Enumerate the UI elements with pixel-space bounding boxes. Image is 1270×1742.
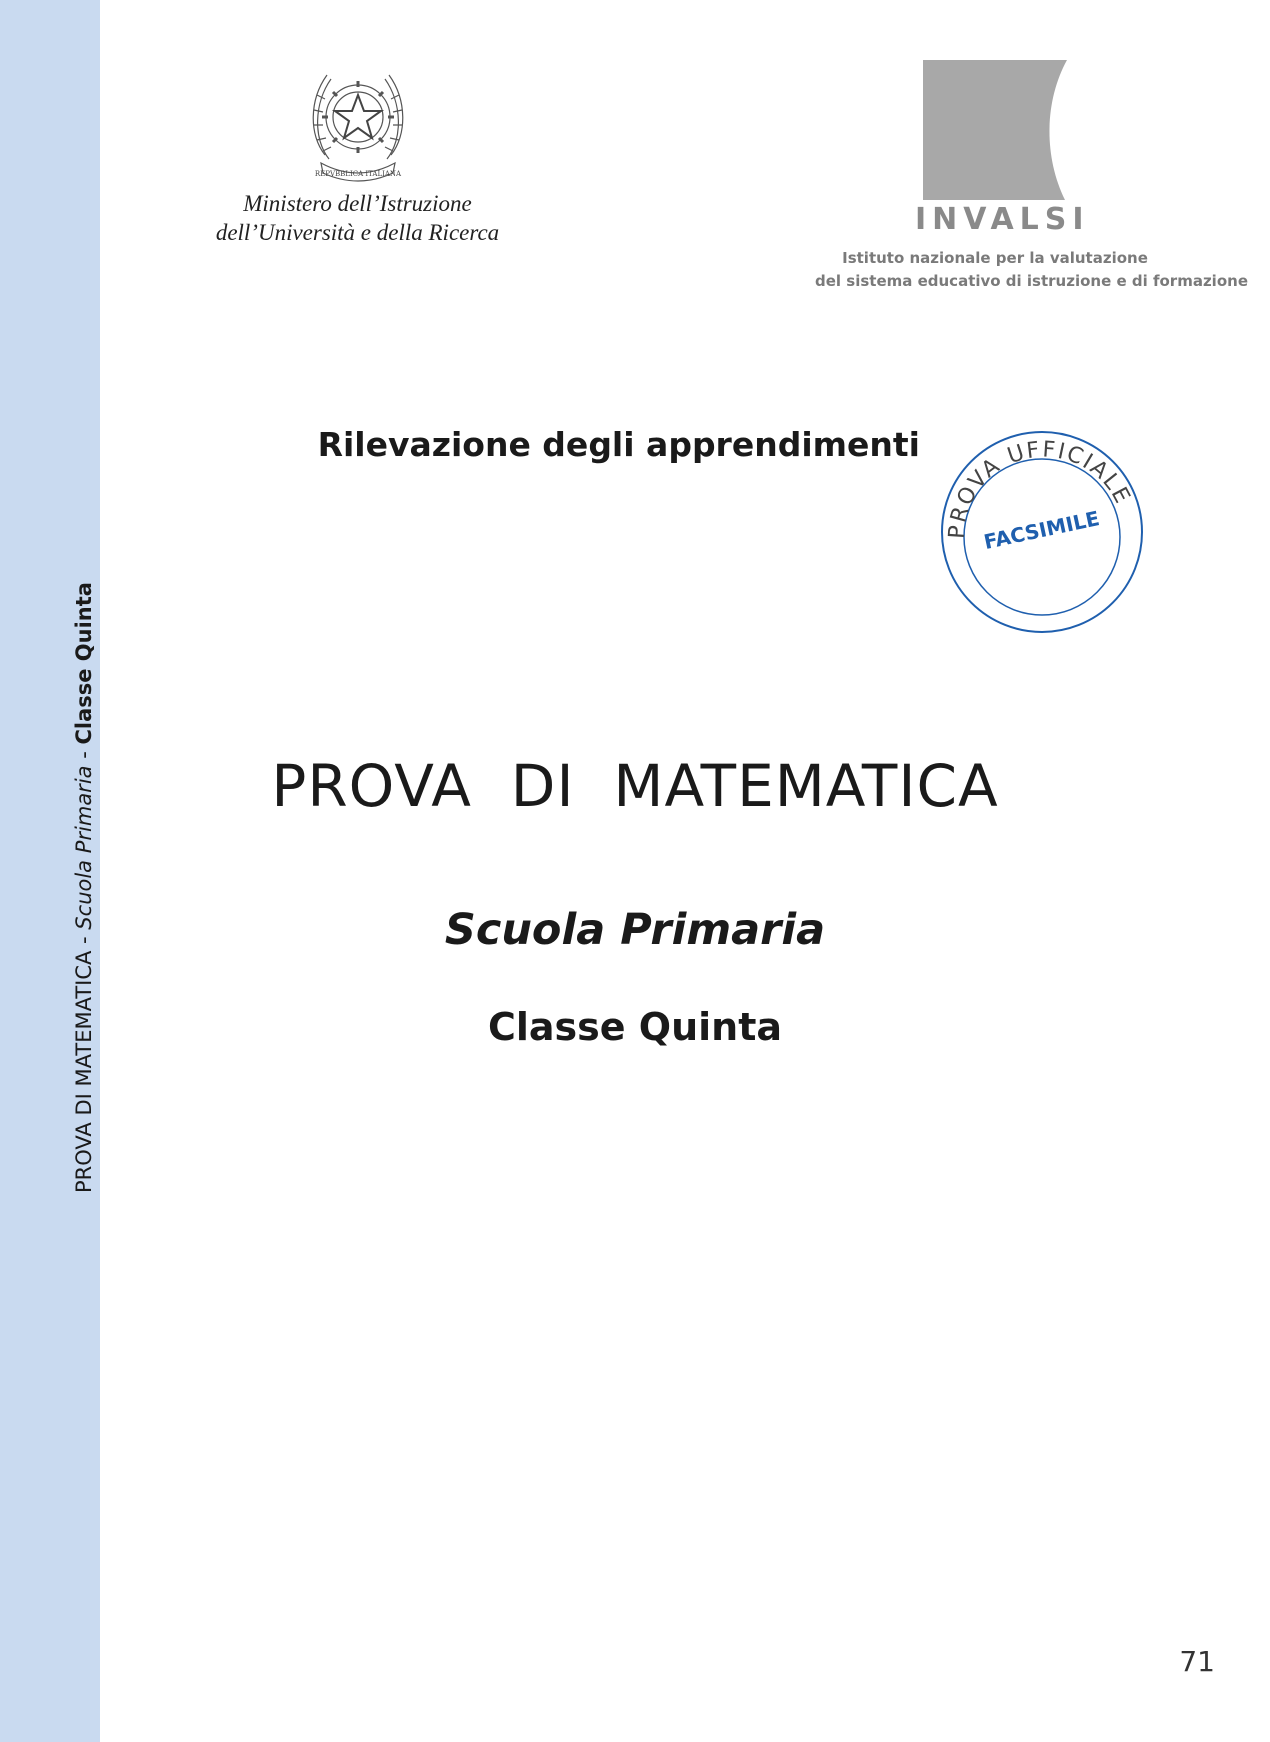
class-level: Classe Quinta — [487, 1005, 783, 1049]
stamp-arc-text: PROVA UFFICIALE — [944, 437, 1136, 540]
facsimile-stamp — [935, 425, 1150, 640]
side-title-class: Classe Quinta — [72, 582, 96, 745]
ministry-line-2: dell’Università e della Ricerca — [215, 220, 500, 245]
ministry-logo-block — [195, 55, 520, 247]
side-title-subject: PROVA DI MATEMATICA - — [72, 929, 96, 1193]
page-title: PROVA DI MATEMATICA — [271, 752, 999, 820]
side-band — [0, 0, 100, 1742]
survey-heading: Rilevazione degli apprendimenti — [317, 425, 920, 464]
side-title-school: Scuola Primaria — [72, 765, 96, 930]
page-number: 71 — [1179, 1645, 1215, 1678]
invalsi-subtitle-line-2: del sistema educativo di istruzione e di formazione — [815, 272, 1248, 290]
school-level: Scuola Primaria — [444, 905, 826, 955]
stamp-center-text: FACSIMILE — [981, 506, 1102, 554]
invalsi-subtitle-line-1: Istituto nazionale per la valutazione — [842, 249, 1148, 267]
side-running-title — [72, 582, 96, 1193]
emblem-ribbon-text: REPVBBLICA ITALIANA — [314, 170, 401, 178]
invalsi-name: INVALSI — [915, 202, 1090, 237]
ministry-name — [195, 189, 520, 247]
invalsi-subtitle — [815, 247, 1248, 293]
side-title-separator: - — [72, 744, 96, 766]
invalsi-flag-icon — [915, 60, 1070, 200]
invalsi-logo-block — [815, 60, 1248, 293]
ministry-line-1: Ministero dell’Istruzione — [243, 191, 472, 216]
italian-emblem-icon — [303, 55, 413, 185]
